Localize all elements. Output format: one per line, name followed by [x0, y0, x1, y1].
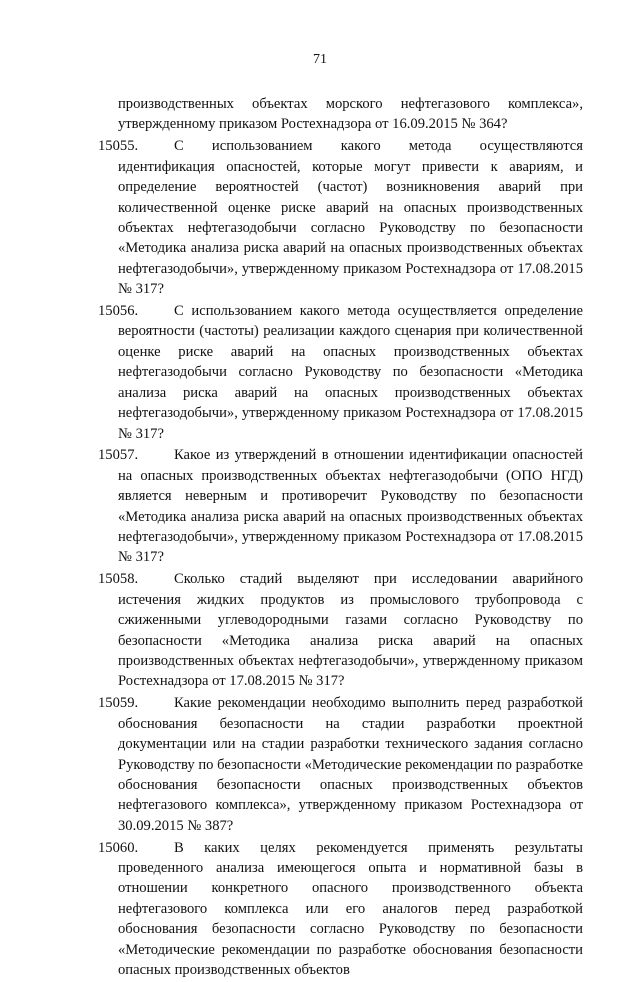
question-item — [98, 301, 583, 444]
question-item — [98, 136, 583, 299]
question-number: 15059. — [98, 695, 139, 712]
question-number: 15058. — [98, 571, 139, 588]
question-text: С использованием какого метода осуществляются идентификация опасностей, которые могут привести к авариям, и определение вероятностей (частот) возникновения аварий при количественной оценке риске аварий на опасных производственных объектах нефтегазодобычи согласно Руководству по безопасности «Методика анализа риска аварий на опасных производственных объектах нефтегазодобычи», утвержденному приказом Ростехнадзора от 17.08.2015 № 317? — [118, 138, 583, 298]
continuation-paragraph: производственных объектах морского нефтегазового комплекса», утвержденному приказом Ростехнадзора от 16.09.2015 № 364? — [118, 96, 583, 133]
question-text: Какие рекомендации необходимо выполнить перед разработкой обоснования безопасности на стадии разработки проектной документации или на стадии разработки технического задания согласно Руководству по безопасности «Методические рекомендации по разработке обоснования безопасности опасных производственных объектов нефтегазового комплекса», утвержденному приказом Ростехнадзора от 30.09.2015 № 387? — [118, 695, 583, 834]
question-text: В каких целях рекомендуется применять результаты проведенного анализа имеющегося опыта и нормативной базы в отношении конкретного опасного производственного объекта нефтегазового комплекса или его аналогов перед разработкой обоснования безопасности согласно Руководству по безопасности «Методические рекомендации по разработке обоснования безопасности опасных производственных объектов — [118, 839, 583, 979]
page-number: 71 — [313, 52, 327, 67]
question-number: 15057. — [98, 447, 139, 464]
question-number: 15060. — [98, 839, 139, 856]
question-number: 15056. — [98, 303, 139, 320]
question-item — [98, 569, 583, 691]
question-item — [98, 445, 583, 567]
question-item — [98, 693, 583, 836]
question-item — [98, 838, 583, 981]
document-body — [98, 94, 583, 982]
question-text: С использованием какого метода осуществляется определение вероятности (частоты) реализации каждого сценария при количественной оценке риске аварий на опасных производственных объектах нефтегазодобычи согласно Руководству по безопасности «Методика анализа риска аварий на опасных производственных объектах нефтегазодобычи», утвержденному приказом Ростехнадзора от 17.08.2015 № 317? — [118, 303, 583, 442]
question-number: 15055. — [98, 138, 139, 155]
question-text: Какое из утверждений в отношении идентификации опасностей на опасных производственных объектах нефтегазодобычи (ОПО НГД) является неверным и противоречит Руководству по безопасности «Методика анализа риска аварий на опасных производственных объектах нефтегазодобычи», утвержденному приказом Ростехнадзора от 17.08.2015 № 317? — [118, 447, 583, 566]
question-text: Сколько стадий выделяют при исследовании аварийного истечения жидких продуктов из промыслового трубопровода с сжиженными углеводородными газами согласно Руководству по безопасности «Методика анализа риска аварий на опасных производственных объектах нефтегазодобычи», утвержденному приказом Ростехнадзора от 17.08.2015 № 317? — [118, 571, 583, 690]
